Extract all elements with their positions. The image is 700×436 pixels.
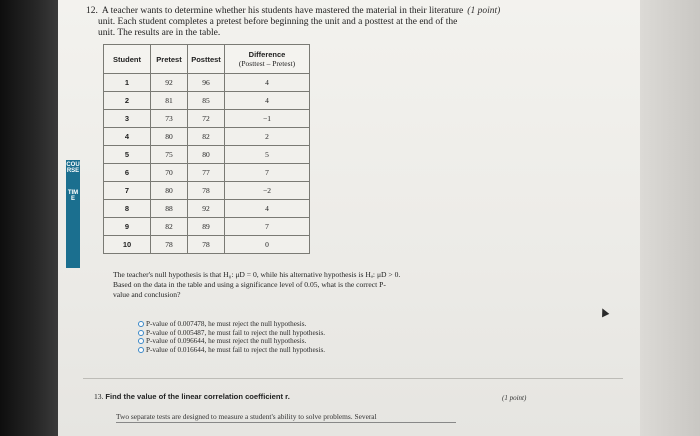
radio-button[interactable] xyxy=(138,347,144,353)
table-row xyxy=(104,128,310,146)
cell-difference: 4 xyxy=(225,92,310,110)
hypothesis-text xyxy=(113,270,533,300)
question-text-line2: unit. Each student completes a pretest before beginning the unit and a posttest at the end of the xyxy=(98,17,458,27)
cell-student: 7 xyxy=(104,182,151,200)
cell-pretest: 75 xyxy=(151,146,188,164)
question-divider xyxy=(83,378,623,379)
cell-student: 6 xyxy=(104,164,151,182)
cell-student: 3 xyxy=(104,110,151,128)
cell-student: 5 xyxy=(104,146,151,164)
hypothesis-line2: Based on the data in the table and using a significance level of 0.05, what is the correct P- xyxy=(113,280,386,289)
question-13-number: 13. xyxy=(94,392,104,401)
table-row xyxy=(104,146,310,164)
cell-difference: 2 xyxy=(225,128,310,146)
header-difference xyxy=(225,45,310,74)
cell-posttest: 80 xyxy=(188,146,225,164)
cell-difference: −1 xyxy=(225,110,310,128)
cell-difference: 4 xyxy=(225,74,310,92)
answer-choice[interactable] xyxy=(138,346,438,355)
answer-choice-label: P-value of 0.007478, he must reject the null hypothesis. xyxy=(146,320,307,328)
mouse-cursor-icon xyxy=(599,307,610,318)
cell-posttest: 89 xyxy=(188,218,225,236)
radio-button[interactable] xyxy=(138,330,144,336)
cell-student: 9 xyxy=(104,218,151,236)
answer-choice[interactable] xyxy=(138,320,438,329)
cell-pretest: 92 xyxy=(151,74,188,92)
quiz-screen xyxy=(58,0,640,436)
cell-pretest: 80 xyxy=(151,128,188,146)
cell-difference: 5 xyxy=(225,146,310,164)
cell-posttest: 77 xyxy=(188,164,225,182)
answer-choice[interactable] xyxy=(138,329,438,338)
question-13-points: (1 point) xyxy=(502,394,527,402)
cell-difference: 4 xyxy=(225,200,310,218)
cell-posttest: 96 xyxy=(188,74,225,92)
answer-choice-label: P-value of 0.096644, he must reject the null hypothesis. xyxy=(146,337,307,345)
cell-pretest: 73 xyxy=(151,110,188,128)
cell-student: 8 xyxy=(104,200,151,218)
cell-student: 10 xyxy=(104,236,151,254)
question-number: 12. xyxy=(86,6,98,16)
monitor-bezel-left xyxy=(0,0,58,436)
radio-button[interactable] xyxy=(138,338,144,344)
cell-difference: −2 xyxy=(225,182,310,200)
cell-posttest: 78 xyxy=(188,182,225,200)
table-header-row xyxy=(104,45,310,74)
question-text-line1: A teacher wants to determine whether his students have mastered the material in their literature xyxy=(101,6,464,16)
side-tab-top-label: COURSE xyxy=(66,162,80,174)
table-row xyxy=(104,164,310,182)
answer-choices xyxy=(138,320,438,354)
question-13-title: Find the value of the linear correlation coefficient r. xyxy=(105,392,290,401)
cell-posttest: 85 xyxy=(188,92,225,110)
cell-posttest: 82 xyxy=(188,128,225,146)
cell-pretest: 82 xyxy=(151,218,188,236)
results-table xyxy=(103,44,310,254)
cell-pretest: 78 xyxy=(151,236,188,254)
hypothesis-line3: value and conclusion? xyxy=(113,290,181,299)
cell-pretest: 81 xyxy=(151,92,188,110)
answer-choice-label: P-value of 0.005487, he must fail to reject the null hypothesis. xyxy=(146,328,326,337)
cell-posttest: 92 xyxy=(188,200,225,218)
cell-student: 1 xyxy=(104,74,151,92)
table-row xyxy=(104,92,310,110)
question-12 xyxy=(86,6,566,39)
cell-difference: 7 xyxy=(225,218,310,236)
cell-posttest: 72 xyxy=(188,110,225,128)
header-posttest: Posttest xyxy=(188,45,225,74)
table-row xyxy=(104,110,310,128)
table-row xyxy=(104,74,310,92)
table-row xyxy=(104,236,310,254)
answer-choice[interactable] xyxy=(138,337,438,346)
cell-pretest: 70 xyxy=(151,164,188,182)
hypothesis-line1: The teacher's null hypothesis is that H₀: μD = 0, while his alternative hypothesis is Hₐ: μD > 0. xyxy=(113,270,401,279)
cell-student: 2 xyxy=(104,92,151,110)
table-row xyxy=(104,182,310,200)
side-tab-bottom-label: TIME xyxy=(67,190,79,202)
radio-button[interactable] xyxy=(138,321,144,327)
cell-posttest: 78 xyxy=(188,236,225,254)
table-row xyxy=(104,218,310,236)
header-difference-formula: (Posttest – Pretest) xyxy=(238,59,296,68)
cell-difference: 7 xyxy=(225,164,310,182)
cell-pretest: 88 xyxy=(151,200,188,218)
table-row xyxy=(104,200,310,218)
header-difference-label: Difference xyxy=(248,50,286,59)
side-tab[interactable] xyxy=(66,160,80,268)
question-text-line3: unit. The results are in the table. xyxy=(98,28,221,38)
header-pretest: Pretest xyxy=(151,45,188,74)
cell-difference: 0 xyxy=(225,236,310,254)
cell-pretest: 80 xyxy=(151,182,188,200)
answer-choice-label: P-value of 0.016644, he must fail to reject the null hypothesis. xyxy=(146,345,326,354)
background-right xyxy=(640,0,700,436)
question-points: (1 point) xyxy=(467,6,501,16)
cell-student: 4 xyxy=(104,128,151,146)
header-student: Student xyxy=(104,45,151,74)
question-13 xyxy=(94,392,614,401)
question-13-text: Two separate tests are designed to measure a student's ability to solve problems. Several xyxy=(116,412,536,421)
